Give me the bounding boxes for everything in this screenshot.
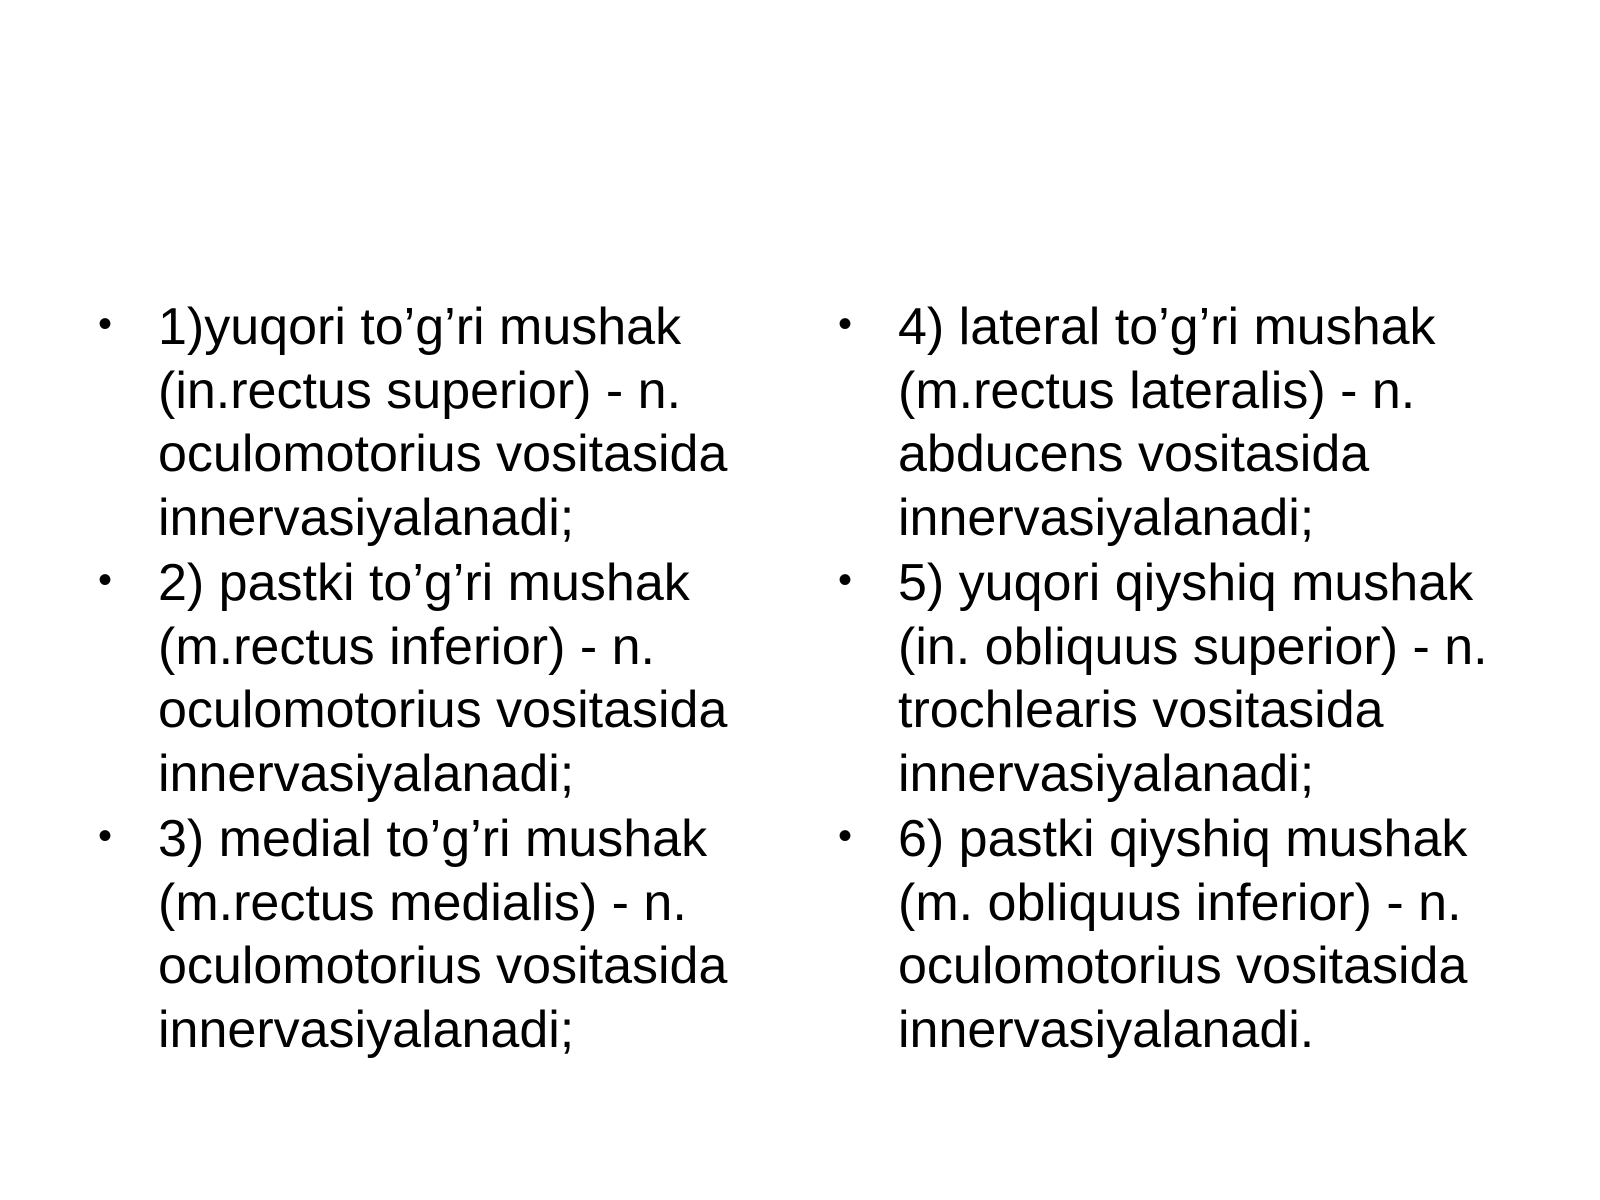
bullet-icon: • [838,814,853,858]
bullet-line: innervasiyalanadi; [158,744,575,803]
bullet-line: 3) medial to’g’ri mushak [158,810,708,868]
bullet-item [836,296,1566,550]
bullet-line: 1)yuqori to’g’ri mushak [158,298,682,356]
bullet-column-right [836,296,1566,1064]
bullet-item [96,296,786,550]
bullet-line: 5) yuqori qiyshiq mushak [898,554,1474,612]
bullet-icon: • [98,814,113,858]
bullet-icon: • [98,302,113,346]
bullet-line: innervasiyalanadi; [898,744,1315,803]
bullet-item [96,552,786,806]
bullet-item [836,808,1566,1062]
bullet-line: (m.rectus inferior) - n. [158,617,655,676]
bullet-line: 2) pastki to’g’ri mushak [158,554,690,612]
bullet-line: oculomotorius vositasida [158,937,728,995]
bullet-item [836,552,1566,806]
bullet-line: 4) lateral to’g’ri mushak [898,298,1436,356]
bullet-line: innervasiyalanadi. [898,1000,1315,1059]
bullet-line: innervasiyalanadi; [158,1000,575,1059]
bullet-line: trochlearis vositasida [898,681,1384,739]
bullet-line: (m. obliquus inferior) - n. [898,873,1462,932]
bullet-line: abducens vositasida [898,425,1370,483]
bullet-line: (m.rectus lateralis) - n. [898,361,1416,420]
bullet-line: oculomotorius vositasida [898,937,1468,995]
bullet-line: 6) pastki qiyshiq mushak [898,810,1468,868]
bullet-column-left [96,296,786,1064]
bullet-line: (in. obliquus superior) - n. [898,617,1488,676]
bullet-line: (in.rectus superior) - n. [158,361,682,420]
bullet-icon: • [98,558,113,602]
bullet-line: innervasiyalanadi; [898,488,1315,547]
bullet-item [96,808,786,1062]
bullet-line: oculomotorius vositasida [158,425,728,483]
bullet-icon: • [838,558,853,602]
bullet-icon: • [838,302,853,346]
bullet-line: innervasiyalanadi; [158,488,575,547]
bullet-line: oculomotorius vositasida [158,681,728,739]
bullet-line: (m.rectus medialis) - n. [158,873,687,932]
